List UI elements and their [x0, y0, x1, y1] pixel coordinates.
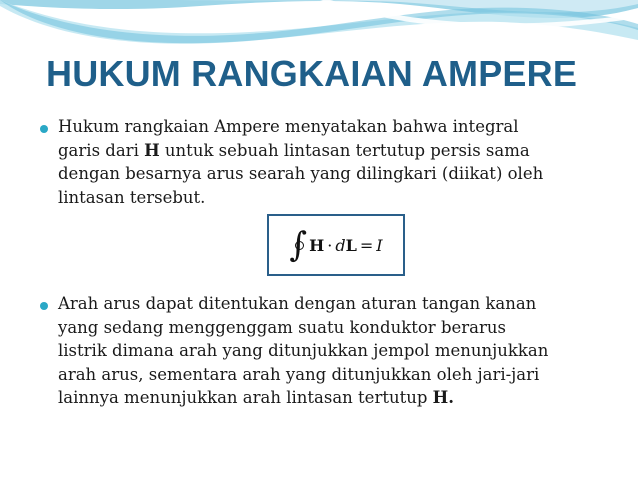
header-wave-decoration: [0, 0, 638, 60]
formula-box: [267, 214, 405, 276]
text-line: lintasan tersebut.: [58, 187, 206, 207]
text-line: dengan besarnya arus searah yang dilingkari (diikat) oleh: [58, 164, 544, 183]
bold-symbol-H: H: [144, 140, 160, 160]
slide-title: HUKUM RANGKAIAN AMPERE: [46, 53, 578, 94]
bullet-dot-icon: [40, 125, 48, 133]
formula-equals: =: [359, 235, 374, 255]
formula-H: H: [309, 235, 325, 255]
formula-L: L: [345, 235, 357, 255]
bullet-dot-icon: [40, 302, 48, 310]
formula-I: I: [376, 235, 383, 255]
text-line: lainnya menunjukkan arah lintasan tertutup H.: [58, 388, 454, 407]
formula-d: d: [335, 235, 346, 255]
contour-integral-icon: ∫: [289, 225, 308, 265]
text-line: yang sedang menggenggam suatu konduktor berarus: [58, 317, 506, 337]
text-line: arah arus, sementara arah yang ditunjukkan oleh jari-jari: [58, 364, 540, 384]
bold-symbol-H: H.: [432, 388, 454, 407]
paragraph-right-hand-rule: [58, 292, 548, 410]
formula-dot: ·: [327, 235, 333, 255]
text-line: garis dari H untuk sebuah lintasan tertutup persis sama: [58, 140, 530, 160]
text-line: Hukum rangkaian Ampere menyatakan bahwa integral: [58, 117, 519, 136]
paragraph-ampere-law: [58, 115, 543, 209]
text-line: listrik dimana arah yang ditunjukkan jempol menunjukkan: [58, 341, 549, 360]
ampere-law-formula: [269, 216, 403, 274]
text-line: Arah arus dapat ditentukan dengan aturan tangan kanan: [58, 294, 537, 313]
